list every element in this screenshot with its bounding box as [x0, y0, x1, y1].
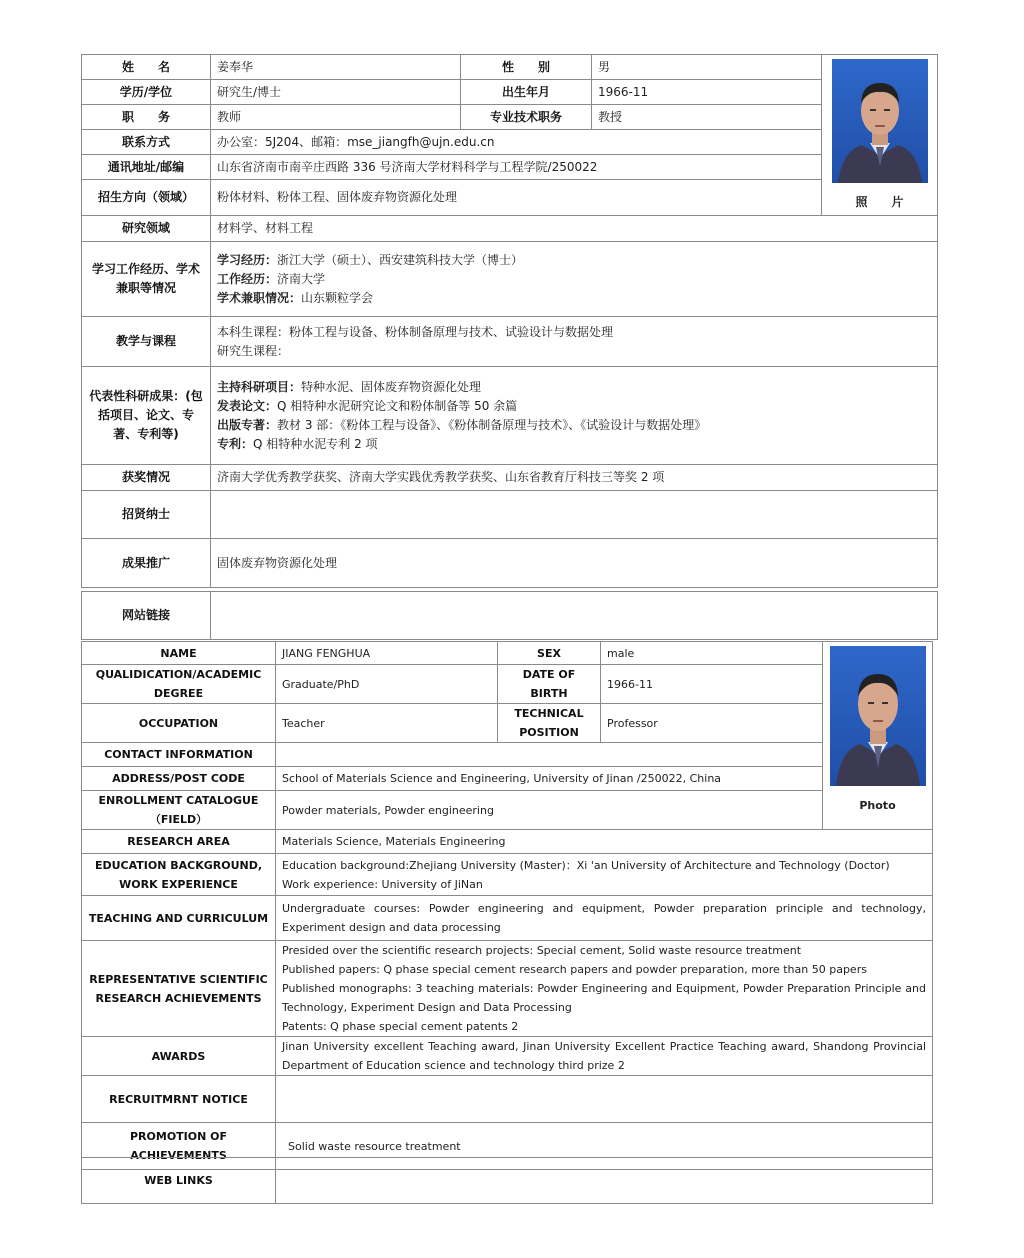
cn-edu-part-value: 山东颗粒学会 — [301, 290, 374, 305]
cn-edu-label: 学习工作经历、学术兼职等情况 — [82, 242, 211, 317]
cn-research-value: 材料学、材料工程 — [211, 216, 938, 242]
en-research-value: Materials Science, Materials Engineering — [276, 830, 933, 854]
cn-edu-study-key: 学习经历： — [217, 252, 278, 267]
en-occupation-label: OCCUPATION — [82, 704, 276, 743]
cn-portrait-photo — [832, 59, 928, 183]
cn-job-label: 职 务 — [82, 105, 211, 130]
en-profile-table — [81, 641, 933, 1170]
en-ach-papers: Published papers: Q phase special cement research papers and powder preparation, more than 50 papers — [282, 963, 867, 976]
cn-edu-cell — [211, 242, 938, 317]
en-name-value: JIANG FENGHUA — [276, 642, 498, 665]
en-photo-cell — [823, 642, 933, 830]
cn-edu-part-key: 学术兼职情况： — [217, 290, 302, 305]
cn-address-label: 通讯地址/邮编 — [82, 155, 211, 180]
en-edu-cell — [276, 854, 933, 896]
cn-sex-value: 男 — [592, 55, 822, 80]
cn-name-value: 姜奉华 — [211, 55, 461, 80]
en-degree-label: QUALIDICATION/ACADEMIC DEGREE — [82, 665, 276, 704]
cn-edu-study-value: 浙江大学（硕士）、西安建筑科技大学（博士） — [277, 252, 524, 267]
cn-name-label: 姓 名 — [82, 55, 211, 80]
cn-ach-pat-key: 专利： — [217, 436, 254, 451]
en-recruit-value — [276, 1076, 933, 1123]
cn-ach-proj-value: 特种水泥、固体废弃物资源化处理 — [301, 379, 482, 394]
cn-ach-label: 代表性科研成果：(包括项目、论文、专著、专利等) — [82, 367, 211, 465]
cn-enroll-value: 粉体材料、粉体工程、固体废弃物资源化处理 — [211, 180, 822, 216]
en-birth-value: 1966-11 — [601, 665, 823, 704]
cn-promo-label: 成果推广 — [82, 539, 211, 588]
cn-ach-pap-key: 发表论文： — [217, 398, 278, 413]
en-teach-label: TEACHING AND CURRICULUM — [82, 896, 276, 941]
en-photo-label: Photo — [859, 799, 896, 812]
en-portrait-photo — [830, 646, 926, 786]
en-web-link[interactable] — [276, 1158, 933, 1204]
en-edu-background: Education background:Zhejiang University (Master)：Xi 'an University of Architecture and Technology (Doctor) — [282, 858, 890, 872]
cn-profile-table — [81, 54, 938, 588]
cn-birth-label: 出生年月 — [461, 80, 592, 105]
cn-award-value: 济南大学优秀教学获奖、济南大学实践优秀教学获奖、山东省教育厅科技三等奖 2 项 — [211, 465, 938, 491]
en-edu-work: Work experience: University of JiNan — [282, 877, 483, 891]
cn-edu-work-value: 济南大学 — [277, 271, 326, 286]
cn-ach-pap-value: Q 相特种水泥研究论文和粉体制备等 50 余篇 — [277, 398, 518, 413]
cn-teach-undergrad: 本科生课程：粉体工程与设备、粉体制备原理与技术、试验设计与数据处理 — [217, 324, 614, 339]
en-teach-value: Undergraduate courses: Powder engineering and equipment, Powder preparation principle and technology, Experiment design and data processing — [276, 896, 933, 941]
en-address-label: ADDRESS/POST CODE — [82, 767, 276, 791]
en-web-label: WEB LINKS — [82, 1158, 276, 1204]
cn-recruit-label: 招贤纳士 — [82, 491, 211, 539]
cn-ach-pat-value: Q 相特种水泥专利 2 项 — [253, 436, 378, 451]
en-ach-label: REPRESENTATIVE SCIENTIFIC RESEARCH ACHIEVEMENTS — [82, 941, 276, 1037]
cn-birth-value: 1966-11 — [592, 80, 822, 105]
cn-degree-label: 学历/学位 — [82, 80, 211, 105]
en-contact-value — [276, 743, 823, 767]
cn-title-label: 专业技术职务 — [461, 105, 592, 130]
cn-enroll-label: 招生方向（领域） — [82, 180, 211, 216]
cn-teach-cell — [211, 317, 938, 367]
cn-title-value: 教授 — [592, 105, 822, 130]
en-research-label: RESEARCH AREA — [82, 830, 276, 854]
cn-ach-mono-value: 教材 3 部：《粉体工程与设备》、《粉体制备原理与技术》、《试验设计与数据处理》 — [277, 417, 707, 432]
en-birth-label: DATE OF BIRTH — [498, 665, 601, 704]
cn-weblink-table — [81, 591, 938, 640]
cn-photo-cell — [822, 55, 938, 216]
cn-ach-mono-key: 出版专著： — [217, 417, 278, 432]
en-enroll-label: ENROLLMENT CATALOGUE（FIELD） — [82, 791, 276, 830]
en-enroll-value: Powder materials, Powder engineering — [276, 791, 823, 830]
en-award-label: AWARDS — [82, 1037, 276, 1076]
en-award-value: Jinan University excellent Teaching award, Jinan University Excellent Practice Teaching award, Shandong Provincial Department of Education science and technology third prize 2 — [276, 1037, 933, 1076]
en-address-value: School of Materials Science and Engineering, University of Jinan /250022, China — [276, 767, 823, 791]
en-ach-patents: Patents: Q phase special cement patents 2 — [282, 1020, 519, 1033]
en-ach-cell — [276, 941, 933, 1037]
cn-promo-value: 固体废弃物资源化处理 — [211, 539, 938, 588]
cn-award-label: 获奖情况 — [82, 465, 211, 491]
cn-teach-label: 教学与课程 — [82, 317, 211, 367]
cn-ach-proj-key: 主持科研项目： — [217, 379, 302, 394]
en-degree-value: Graduate/PhD — [276, 665, 498, 704]
en-technical-label: TECHNICAL POSITION — [498, 704, 601, 743]
cn-teach-postgrad: 研究生课程： — [217, 343, 290, 358]
cn-web-label: 网站链接 — [82, 592, 211, 640]
en-edu-label: EDUCATION BACKGROUND, WORK EXPERIENCE — [82, 854, 276, 896]
en-recruit-label: RECRUITMRNT NOTICE — [82, 1076, 276, 1123]
cn-recruit-value — [211, 491, 938, 539]
en-ach-projects: Presided over the scientific research projects: Special cement, Solid waste resource treatment — [282, 944, 802, 957]
cn-research-label: 研究领域 — [82, 216, 211, 242]
cn-sex-label: 性 别 — [461, 55, 592, 80]
en-name-label: NAME — [82, 642, 276, 665]
en-ach-monographs: Published monographs: 3 teaching materials: Powder Engineering and Equipment, Powder Preparation Principle and Technology, Experiment Design and Data Processing — [282, 982, 926, 1014]
cn-web-link[interactable] — [211, 592, 938, 640]
en-sex-label: SEX — [498, 642, 601, 665]
en-sex-value: male — [601, 642, 823, 665]
en-promo-value: Solid waste resource treatment — [276, 1123, 933, 1170]
en-contact-label: CONTACT INFORMATION — [82, 743, 276, 767]
cn-edu-work-key: 工作经历： — [217, 271, 278, 286]
en-technical-value: Professor — [601, 704, 823, 743]
en-weblink-table — [81, 1157, 933, 1204]
en-promo-label: PROMOTION OF ACHIEVEMENTS — [82, 1123, 276, 1170]
en-occupation-value: Teacher — [276, 704, 498, 743]
cn-contact-label: 联系方式 — [82, 130, 211, 155]
cn-ach-cell — [211, 367, 938, 465]
cn-address-value: 山东省济南市南辛庄西路 336 号济南大学材料科学与工程学院/250022 — [211, 155, 822, 180]
cn-contact-value: 办公室：5J204、邮箱：mse_jiangfh@ujn.edu.cn — [211, 130, 822, 155]
cn-job-value: 教师 — [211, 105, 461, 130]
cn-degree-value: 研究生/博士 — [211, 80, 461, 105]
cn-photo-label: 照 片 — [855, 195, 904, 209]
